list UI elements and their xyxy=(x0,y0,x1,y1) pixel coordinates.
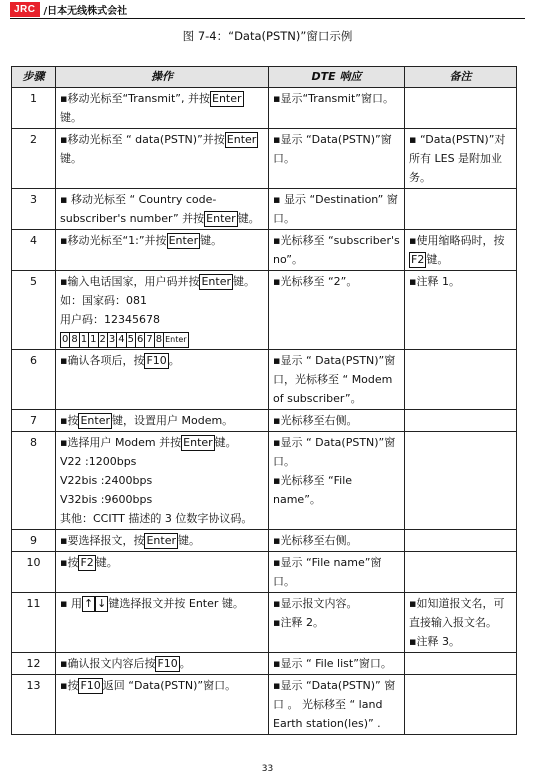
step-number: 10 xyxy=(12,552,56,593)
keycap-enter: Enter xyxy=(80,414,110,427)
step-number: 12 xyxy=(12,653,56,675)
dte-response-cell xyxy=(269,432,405,530)
step-number: 11 xyxy=(12,593,56,653)
cell-text: 键。 xyxy=(60,152,82,165)
keycap-: ↑ xyxy=(83,597,94,610)
keycap-f10: F10 xyxy=(80,679,101,692)
remark-cell xyxy=(405,129,517,189)
key-sequence xyxy=(60,332,189,348)
cell-text: V32bis :9600bps xyxy=(60,493,153,506)
operation-cell xyxy=(56,189,269,230)
table-row xyxy=(12,129,517,189)
remark-cell xyxy=(405,432,517,530)
keycap: Enter xyxy=(163,332,188,348)
step-number: 2 xyxy=(12,129,56,189)
step-number: 7 xyxy=(12,410,56,432)
dte-response-cell xyxy=(269,530,405,552)
cell-text: 键。 xyxy=(60,111,82,124)
company-name: /日本无线株式会社 xyxy=(43,5,128,17)
cell-text: V22bis :2400bps xyxy=(60,474,153,487)
cell-text: ▪ 用 xyxy=(60,597,82,610)
dte-response-cell xyxy=(269,675,405,735)
table-row xyxy=(12,189,517,230)
remark-cell xyxy=(405,189,517,230)
keycap-enter: Enter xyxy=(183,436,213,449)
cell-text: ▪显示“Transmit”窗口。 xyxy=(273,92,395,105)
table-row xyxy=(12,432,517,530)
remark-cell xyxy=(405,410,517,432)
keycap-enter: Enter xyxy=(206,212,236,225)
cell-text: 键。 xyxy=(426,253,449,266)
dte-response-cell xyxy=(269,88,405,129)
step-number: 6 xyxy=(12,350,56,410)
operation-cell xyxy=(56,350,269,410)
keycap-: ↓ xyxy=(97,597,107,610)
table-header-row xyxy=(12,67,517,88)
keycap: 0 xyxy=(60,332,69,348)
cell-text: ▪光标移至 “2”。 xyxy=(273,275,358,288)
cell-text: ▪显示 “ Data(PSTN)”窗口。 xyxy=(273,436,396,468)
keycap-enter: Enter xyxy=(201,275,231,288)
cell-text: ▪按 xyxy=(60,556,79,569)
cell-text: ▪显示 “File name”窗口。 xyxy=(273,556,382,588)
step-number: 9 xyxy=(12,530,56,552)
cell-text: 返回 “Data(PSTN)”窗口。 xyxy=(102,679,237,692)
cell-text: ▪移动光标至“Transmit”, 并按 xyxy=(60,92,210,105)
cell-text: 键。 xyxy=(95,556,118,569)
table-row xyxy=(12,675,517,735)
step-number: 8 xyxy=(12,432,56,530)
cell-text: ▪移动光标至 “ data(PSTN)”并按 xyxy=(60,133,225,146)
operation-cell xyxy=(56,593,269,653)
cell-text: 其他：CCITT 描述的 3 位数字协议码。 xyxy=(60,512,253,525)
dte-response-cell xyxy=(269,129,405,189)
table-row xyxy=(12,271,517,350)
procedure-table xyxy=(11,66,517,735)
remark-cell xyxy=(405,350,517,410)
keycap-enter: Enter xyxy=(146,534,176,547)
page-number: 33 xyxy=(261,764,274,774)
keycap: 1 xyxy=(88,332,97,348)
remark-cell xyxy=(405,675,517,735)
keycap-enter: Enter xyxy=(168,234,199,247)
cell-text: ▪显示 “ File list”窗口。 xyxy=(273,657,392,670)
operation-cell xyxy=(56,653,269,675)
dte-response-cell xyxy=(269,593,405,653)
cell-text: ▪移动光标至“1:”并按 xyxy=(60,234,167,247)
company-logo: JRC xyxy=(10,2,40,17)
step-number: 5 xyxy=(12,271,56,350)
cell-text: 键。 xyxy=(237,212,260,225)
cell-text: 用户码：12345678 xyxy=(60,313,160,326)
keycap-f2: F2 xyxy=(80,556,94,569)
keycap: 7 xyxy=(144,332,153,348)
cell-text: 键。 xyxy=(233,275,255,288)
operation-cell xyxy=(56,129,269,189)
column-header-step: 步骤 xyxy=(12,67,56,88)
keycap: 8 xyxy=(69,332,78,348)
cell-text: ▪显示 “Data(PSTN)” 窗口 。 光标移至 “ land Earth station(les)” . xyxy=(273,679,396,730)
column-header-dte-response: DTE 响应 xyxy=(269,67,405,88)
figure-title: 图 7-4：“Data(PSTN)”窗口示例 xyxy=(182,29,353,43)
table-body xyxy=(12,88,517,735)
dte-response-cell xyxy=(269,410,405,432)
remark-cell xyxy=(405,552,517,593)
table-row xyxy=(12,593,517,653)
keycap: 3 xyxy=(107,332,116,348)
cell-text: 键。 xyxy=(200,234,223,247)
cell-text: ▪注释 3。 xyxy=(409,635,460,648)
table-row xyxy=(12,230,517,271)
remark-cell xyxy=(405,593,517,653)
keycap: 4 xyxy=(116,332,125,348)
operation-cell xyxy=(56,675,269,735)
table-row xyxy=(12,88,517,129)
header-rule xyxy=(10,18,525,19)
remark-cell xyxy=(405,88,517,129)
dte-response-cell xyxy=(269,271,405,350)
cell-text: 。 xyxy=(168,354,180,367)
keycap: 5 xyxy=(126,332,135,348)
keycap: 8 xyxy=(154,332,163,348)
remark-cell xyxy=(405,271,517,350)
operation-cell xyxy=(56,410,269,432)
dte-response-cell xyxy=(269,230,405,271)
cell-text: ▪按 xyxy=(60,679,79,692)
dte-response-cell xyxy=(269,653,405,675)
step-number: 3 xyxy=(12,189,56,230)
column-header-operation: 操作 xyxy=(56,67,269,88)
cell-text: ▪ 显示 “Destination” 窗口。 xyxy=(273,193,398,225)
cell-text: ▪ 移动光标至 “ Country code-subscriber's number” 并按 xyxy=(60,193,217,225)
operation-cell xyxy=(56,432,269,530)
cell-text: ▪确认各项后，按 xyxy=(60,354,145,367)
cell-text: ▪确认报文内容后按 xyxy=(60,657,156,670)
table-row xyxy=(12,653,517,675)
keycap: 2 xyxy=(98,332,107,348)
cell-text: ▪按 xyxy=(60,414,79,427)
keycap-enter: Enter xyxy=(226,133,257,146)
cell-text: ▪显示报文内容。 xyxy=(273,597,358,610)
cell-text: ▪注释 2。 xyxy=(273,616,324,629)
cell-text: 键，设置用户 Modem。 xyxy=(112,414,234,427)
cell-text: ▪显示 “ Data(PSTN)”窗口，光标移至 “ Modem of subscriber”。 xyxy=(273,354,396,405)
dte-response-cell xyxy=(269,350,405,410)
operation-cell xyxy=(56,552,269,593)
cell-text: ▪如知道报文名，可直接输入报文名。 xyxy=(409,597,505,629)
remark-cell xyxy=(405,530,517,552)
keycap: 6 xyxy=(135,332,144,348)
operation-cell xyxy=(56,530,269,552)
cell-text: ▪光标移至 “subscriber's no”。 xyxy=(273,234,400,266)
cell-text: ▪光标移至右侧。 xyxy=(273,414,358,427)
table-row xyxy=(12,552,517,593)
cell-text: 。 xyxy=(179,657,191,670)
cell-text: ▪ “Data(PSTN)”对所有 LES 是附加业务。 xyxy=(409,133,506,184)
cell-text: ▪注释 1。 xyxy=(409,275,460,288)
cell-text: ▪光标移至 “File name”。 xyxy=(273,474,353,506)
cell-text: 键。 xyxy=(178,534,200,547)
table-row xyxy=(12,530,517,552)
keycap-f10: F10 xyxy=(146,354,167,367)
operation-cell xyxy=(56,88,269,129)
cell-text: ▪输入电话国家，用户码并按 xyxy=(60,275,200,288)
remark-cell xyxy=(405,230,517,271)
cell-text: ▪显示 “Data(PSTN)”窗口。 xyxy=(273,133,392,165)
cell-text: 键选择报文并按 Enter 键。 xyxy=(108,597,244,610)
keycap-f2: F2 xyxy=(411,253,425,266)
cell-text: ▪光标移至右侧。 xyxy=(273,534,358,547)
table-row xyxy=(12,350,517,410)
cell-text: ▪选择用户 Modem 并按 xyxy=(60,436,182,449)
page-header xyxy=(10,1,127,17)
keycap: 1 xyxy=(79,332,88,348)
keycap-enter: Enter xyxy=(212,92,242,105)
dte-response-cell xyxy=(269,189,405,230)
cell-text: 键。 xyxy=(214,436,237,449)
step-number: 4 xyxy=(12,230,56,271)
cell-text: V22 :1200bps xyxy=(60,455,137,468)
step-number: 13 xyxy=(12,675,56,735)
step-number: 1 xyxy=(12,88,56,129)
operation-cell xyxy=(56,230,269,271)
cell-text: ▪要选择报文，按 xyxy=(60,534,145,547)
dte-response-cell xyxy=(269,552,405,593)
column-header-remarks: 备注 xyxy=(405,67,517,88)
keycap-f10: F10 xyxy=(157,657,178,670)
operation-cell xyxy=(56,271,269,350)
remark-cell xyxy=(405,653,517,675)
table-row xyxy=(12,410,517,432)
cell-text: ▪使用缩略码时，按 xyxy=(409,234,505,247)
cell-text: 如：国家码：081 xyxy=(60,294,147,307)
